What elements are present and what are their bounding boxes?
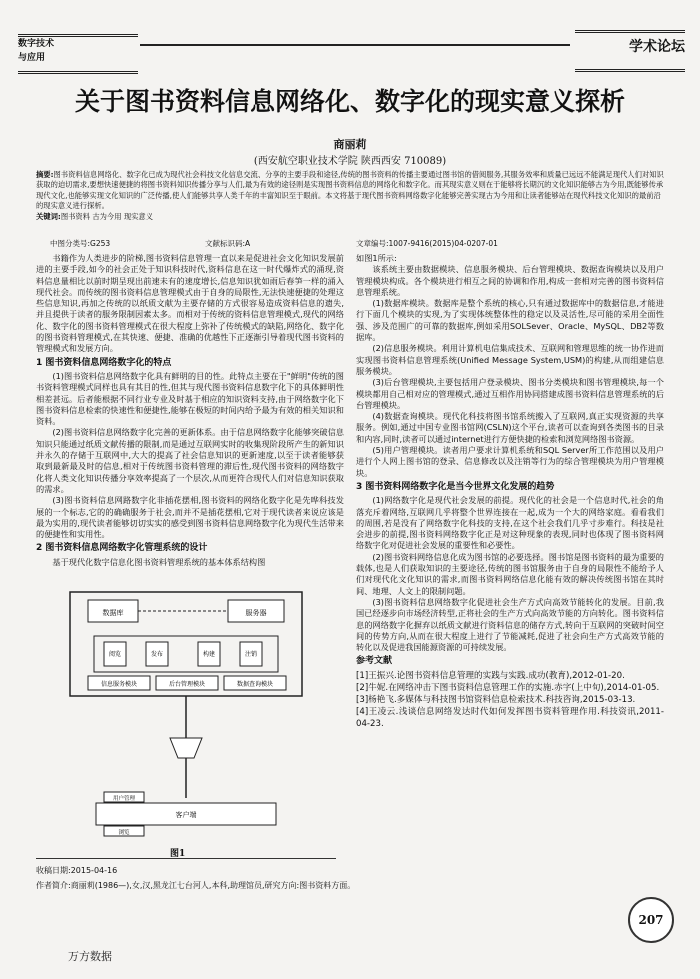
browse-label: 浏览 [118, 830, 130, 836]
server-label: 服务器 [245, 609, 267, 617]
abstract-label: 摘要: [36, 170, 54, 179]
module-label-3: 构建 [202, 651, 216, 658]
paragraph: (5)用户管理模块。读者用户要求计算机系统和SQL Server所工作范围以及用户进行个人网上图书馆的登录、信息修改以及注销等行为的综合管理模块为用户管理模块。 [356, 445, 664, 478]
system-architecture-diagram [60, 588, 312, 840]
paragraph: (2)图书资料信息网络数字化完善的更新体系。由于信息网络数字化能够突破信息知识只能通过纸质文献传播的限制,而是通过互联网实时的收集现阶段所产生的新知识并永久的存储于互联网中,大大的提高了社会信息知识的更新速度,以至于读者能够获取到最新最及时的信息,相对于传统图书资料管理的滞后性,现代图书资料的网络数字化将人类文化知识传播分享效率提高了一个层次,从而更符合现代人们对信息知识获取的需求。 [36, 427, 344, 494]
client-label: 客户端 [175, 811, 197, 819]
paragraph: (1)图书资料信息网络数字化具有鲜明的目的性。此特点主要在于"鲜明"传统的图书资料管理模式同样也具有其目的性,但其与现代图书资料信息数字化下的具体鲜明性相差甚远。后者能根据不同行业专业及时基于相应的知识资料支持,由于网络数字化下图书资料信息检索的快速性和便捷性,能够在极短的时间内给予最为有效的相关知识和资料。 [36, 370, 344, 427]
abstract-block [36, 170, 666, 222]
figure-caption: 图1 [170, 849, 186, 859]
reference-item: [2]牛妮.在网络冲击下图书资料信息管理工作的实施.赤字(上中旬),2014-01-05. [356, 682, 660, 693]
left-column [36, 253, 344, 568]
paragraph: (2)图书资料网络信息化成为图书馆的必要选择。图书馆是图书资料的最为重要的载体,也是人们获取知识的主要途径,传统的图书馆服务由于自身的局限性不能给予人们对现代化文化知识的需求,而图书资料网络信息化能有效的解决传统图书馆在其时间、地理、人文上的限制问题。 [356, 551, 664, 596]
journal-section-tag [18, 34, 138, 74]
column-label: 学术论坛 [575, 30, 685, 72]
journal-tag-line1: 数字技术 [18, 39, 55, 49]
author-name: 商丽莉 [333, 138, 367, 151]
header-rule [140, 44, 570, 46]
article-title: 关于图书资料信息网络化、数字化的现实意义探析 [74, 87, 625, 116]
paragraph: 基于现代化数字信息化图书资料管理系统的基本体系结构图 [52, 556, 266, 567]
paragraph: (1)网络数字化是现代社会发展的前提。现代化的社会是一个信息时代,社会的角落充斥着网络,互联网几乎将整个世界连接在一起,成为一个大的网络家庭。看看我们的周围,若是没有了网络数字化科技的支持,在这个社会我们几乎寸步难行。科技是社会进步的前提,图书资料网络数字化正是对这种现象的表现,同时也体现了图书资料网络数字化对促进社会发展的重要性和必要性。 [356, 495, 664, 551]
paragraph: 该系统主要由数据模块、信息服务模块、后台管理模块、数据查询模块以及用户管理模块构成。各个模块进行相互之间的协调和作用,构成一套相对完善的图书资料信息管理系统。 [356, 264, 664, 297]
paragraph: (3)后台管理模块,主要包括用户登录模块、图书分类模块和图书管理模块,每一个模块都用自己相对应的管理模式,通过互相作用协同搭建成图书资料信息管理系统的后台管理模块。 [356, 377, 664, 410]
user-mgmt-label: 用户管理 [112, 796, 136, 802]
author-affiliation: (西安航空职业技术学院 陕西西安 710089) [253, 156, 447, 167]
paragraph: 如图1所示: [356, 253, 397, 263]
paragraph: (2)信息服务模块。利用计算机电信集成技术、互联网和管理思维的统一协作进而实现图书资料信息管理系统(Unified Message System,USM)的构建,从而组建信息服务模块。 [356, 343, 664, 376]
journal-tag-line2: 与应用 [18, 53, 46, 63]
section-heading-1: 1 图书资料信息网络数字化的特点 [36, 357, 172, 368]
article-number: 文章编号:1007-9416(2015)04-0207-01 [356, 239, 498, 248]
reference-item: [3]杨艳飞.多媒体与科技图书馆资料信息检索技术.科技咨询,2015-03-13. [356, 694, 636, 705]
module-label-2: 发布 [150, 651, 164, 658]
doc-code: 文献标识码:A [205, 239, 251, 248]
keywords-label: 关键词: [36, 211, 61, 221]
database-label: 数据库 [102, 609, 124, 617]
section-heading-3: 3 图书资料网络数字化是当今世界文化发展的趋势 [356, 481, 555, 492]
info-service-label: 信息服务模块 [100, 681, 138, 688]
keywords-text: 图书资料 古为今用 现实意义 [60, 211, 154, 221]
clc-number: 中图分类号:G253 [50, 239, 111, 248]
author-bio: 作者简介:商丽莉(1986—),女,汉,黑龙江七台河人,本科,助理馆员,研究方向:图书资料方面。 [36, 881, 356, 890]
section-heading-2: 2 图书资料信息网络数字化管理系统的设计 [36, 543, 208, 554]
right-column [356, 253, 664, 730]
paragraph: (4)数据查询模块。现代化科技将图书馆系统搬入了互联网,真正实现资源的共享服务。例如,通过中国专业图书馆网(CSLN)这个平台,读者可以查询到各类图书的目录和内容,同时,读者可以通过internet进行方便快捷的检索和浏览网络图书资源。 [356, 411, 664, 444]
paragraph: (1)数据库模块。数据库是整个系统的核心,只有通过数据库中的数据信息,才能进行下面几个模块的实现,为了实现体统整体性的稳定以及灵活性,尽可能的采用全面性强、涉及范围广的可靠的数据库,例如采用SOLSever、Oracle、MySQL、DB2等数据库。 [356, 298, 664, 343]
received-date: 收稿日期:2015-04-16 [36, 866, 118, 875]
module-label-1: 阅览 [108, 651, 122, 658]
query-label: 数据查询模块 [236, 681, 274, 688]
reference-item: [4]王凌云.浅谈信息网络发达时代如何发挥图书资料管理作用.科技资讯,2011-04-23. [356, 706, 664, 729]
references-heading: 参考文献 [356, 656, 393, 667]
reference-item: [1]王振兴.论图书资料信息管理的实践与实践.成功(教育),2012-01-20. [356, 670, 625, 681]
page-number-badge: 207 [628, 897, 674, 943]
funnel-shape [170, 738, 202, 758]
references-list [356, 670, 664, 730]
backend-label: 后台管理模块 [168, 681, 206, 688]
paragraph: (3)图书资料信息网络数字化促进社会生产方式向高效节能转化的发展。目前,我国已经逐步向市场经济转型,正将社会的生产方式向高效节能的方向转化。图书资料信息的网络数字化摒弃以纸质文献进行资料信息的储存方式,转向于互联网的突破时间空间的传势方向,从而在很大程度上进行了节能减耗,促进了社会向生产方式高效节能的转化以及促进我国能源资源的可持续发展。 [356, 596, 664, 653]
footnote-rule [36, 858, 336, 859]
module-label-4: 注销 [244, 651, 258, 658]
paragraph: (3)图书资料信息网路数字化非插花摆相,图书资料的网络化数字化是先哗科技发展的一个标志,它的的确确服务于社会,而并不是插花摆相,它对于现代读者来说应该是最为实用的,现代读者能够切切实实的感受到图书资料信息网络数字化为现代生活带来的便捷性和实用性。 [36, 495, 344, 540]
intro-paragraph: 书籍作为人类进步的阶梯,图书资料信息管理一直以来是促进社会文化知识发展前进的主要手段,如今的社会正处于知识科技时代,资料信息在这一时代爆炸式的涌现,资料信息量相比以前时期呈现出前速未有的速度增长,信息知识犹如雨后春笋一样的涌入现代社会。而传统的图书资料信息管理模式由于自身的局限性,无法快速便捷的处理这些信息知识,再加之传统的以纸质文献为主要存储的方式很容易造成资料信息的遗失,并且提供于读者的服务限制因素太多。而相对于传统的资料信息管理模式,现代的网络化、数字化的图书资料管理模式在很大程度上弥补了传统模式的缺陷,网络化、数字化的图书资料管理模式,在其快速、便捷、准确的优越性下正逐渐引导着现代图书资料的管理模式和发展方向。 [36, 253, 344, 354]
abstract-text: 图书资料信息网络化、数字化已成为现代社会科技文化信息交流、分享的主要手段和途径,传统的图书资料的传播主要通过图书馆的借阅服务,其服务效率和质量已远远不能满足现代人们对知识获取的迫切需求,要想快速便捷的将图书资料知识传播分享与人们,最为有效的途径则是实现图书资料信息的网络化和数字化。而其现实意义则在于能够将长期沉的文化知识能够古为今用,既能够传承现代文化,也能够实现文化知识的广泛传播,使人们能够共享人类千年的丰富知识至于眼前。本文将基于现代图书资料网络数字化能够完善实现古为今用和让读者能够站在现代科技文化知识的最前沿的现实意义进行探析。 [36, 170, 664, 211]
watermark-text: 万方数据 [68, 950, 112, 963]
